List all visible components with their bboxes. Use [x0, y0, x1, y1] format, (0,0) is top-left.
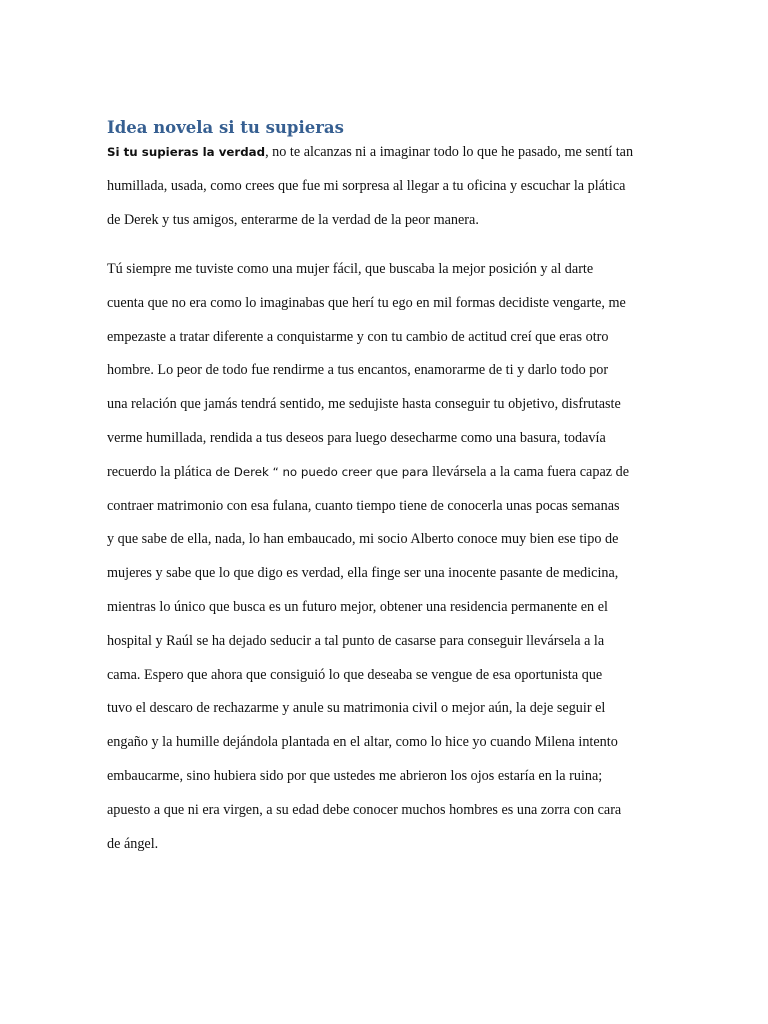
text-line: humillada, usada, como crees que fue mi sorpresa al llegar a tu oficina y escuchar la plática: [107, 177, 626, 194]
text-line: y que sabe de ella, nada, lo han embaucado, mi socio Alberto conoce muy bien ese tipo de: [107, 531, 619, 548]
text-line: verme humillada, rendida a tus deseos para luego desecharme como una basura, todavía: [107, 429, 606, 446]
paragraph-1: [107, 142, 677, 243]
line-text: llevársela a la cama fuera capaz de: [428, 463, 629, 480]
text-line: mientras lo único que busca es un futuro mejor, obtener una residencia permanente en el: [107, 598, 608, 615]
emphasized-phrase: Si tu supieras la verdad: [107, 145, 266, 159]
text-line: Tú siempre me tuviste como una mujer fácil, que buscaba la mejor posición y al darte: [107, 261, 594, 277]
document-heading: Idea novela si tu supieras: [107, 118, 344, 137]
text-line: contraer matrimonio con esa fulana, cuanto tiempo tiene de conocerla unas pocas semanas: [107, 497, 620, 514]
text-line: cuenta que no era como lo imaginabas que herí tu ego en mil formas decidiste vengarte, me: [107, 294, 626, 311]
text-line: una relación que jamás tendrá sentido, me sedujiste hasta conseguir tu objetivo, disfrutaste: [107, 396, 621, 413]
text-line: empezaste a tratar diferente a conquistarme y con tu cambio de actitud creí que eras otro: [107, 328, 609, 345]
text-line: [107, 462, 677, 496]
text-line: de ángel.: [107, 835, 159, 852]
text-line: de Derek y tus amigos, enterarme de la verdad de la peor manera.: [107, 211, 479, 228]
paragraph-2: [107, 259, 677, 867]
text-line: hombre. Lo peor de todo fue rendirme a tus encantos, enamorarme de ti y darlo todo por: [107, 362, 609, 379]
text-line: embaucarme, sino hubiera sido por que ustedes me abrieron los ojos estaría en la ruina;: [107, 767, 603, 784]
quoted-phrase: de Derek “ no puedo creer que para: [215, 464, 429, 479]
text-line: tuvo el descaro de rechazarme y anule su matrimonia civil o mejor aún, la deje seguir el: [107, 700, 606, 717]
text-line: engaño y la humille dejándola plantada en el altar, como lo hice yo cuando Milena intento: [107, 734, 618, 751]
text-line: cama. Espero que ahora que consiguió lo que deseaba se vengue de esa oportunista que: [107, 666, 603, 683]
text-line: mujeres y sabe que lo que digo es verdad, ella finge ser una inocente pasante de medicina,: [107, 565, 619, 582]
line-text: recuerdo la plática: [107, 463, 216, 480]
text-line: hospital y Raúl se ha dejado seducir a tal punto de casarse para conseguir llevársela a la: [107, 632, 605, 649]
text-line: [107, 142, 677, 176]
text-line: apuesto a que ni era virgen, a su edad debe conocer muchos hombres es una zorra con cara: [107, 801, 622, 818]
line-text: , no te alcanzas ni a imaginar todo lo que he pasado, me sentí tan: [265, 144, 634, 160]
